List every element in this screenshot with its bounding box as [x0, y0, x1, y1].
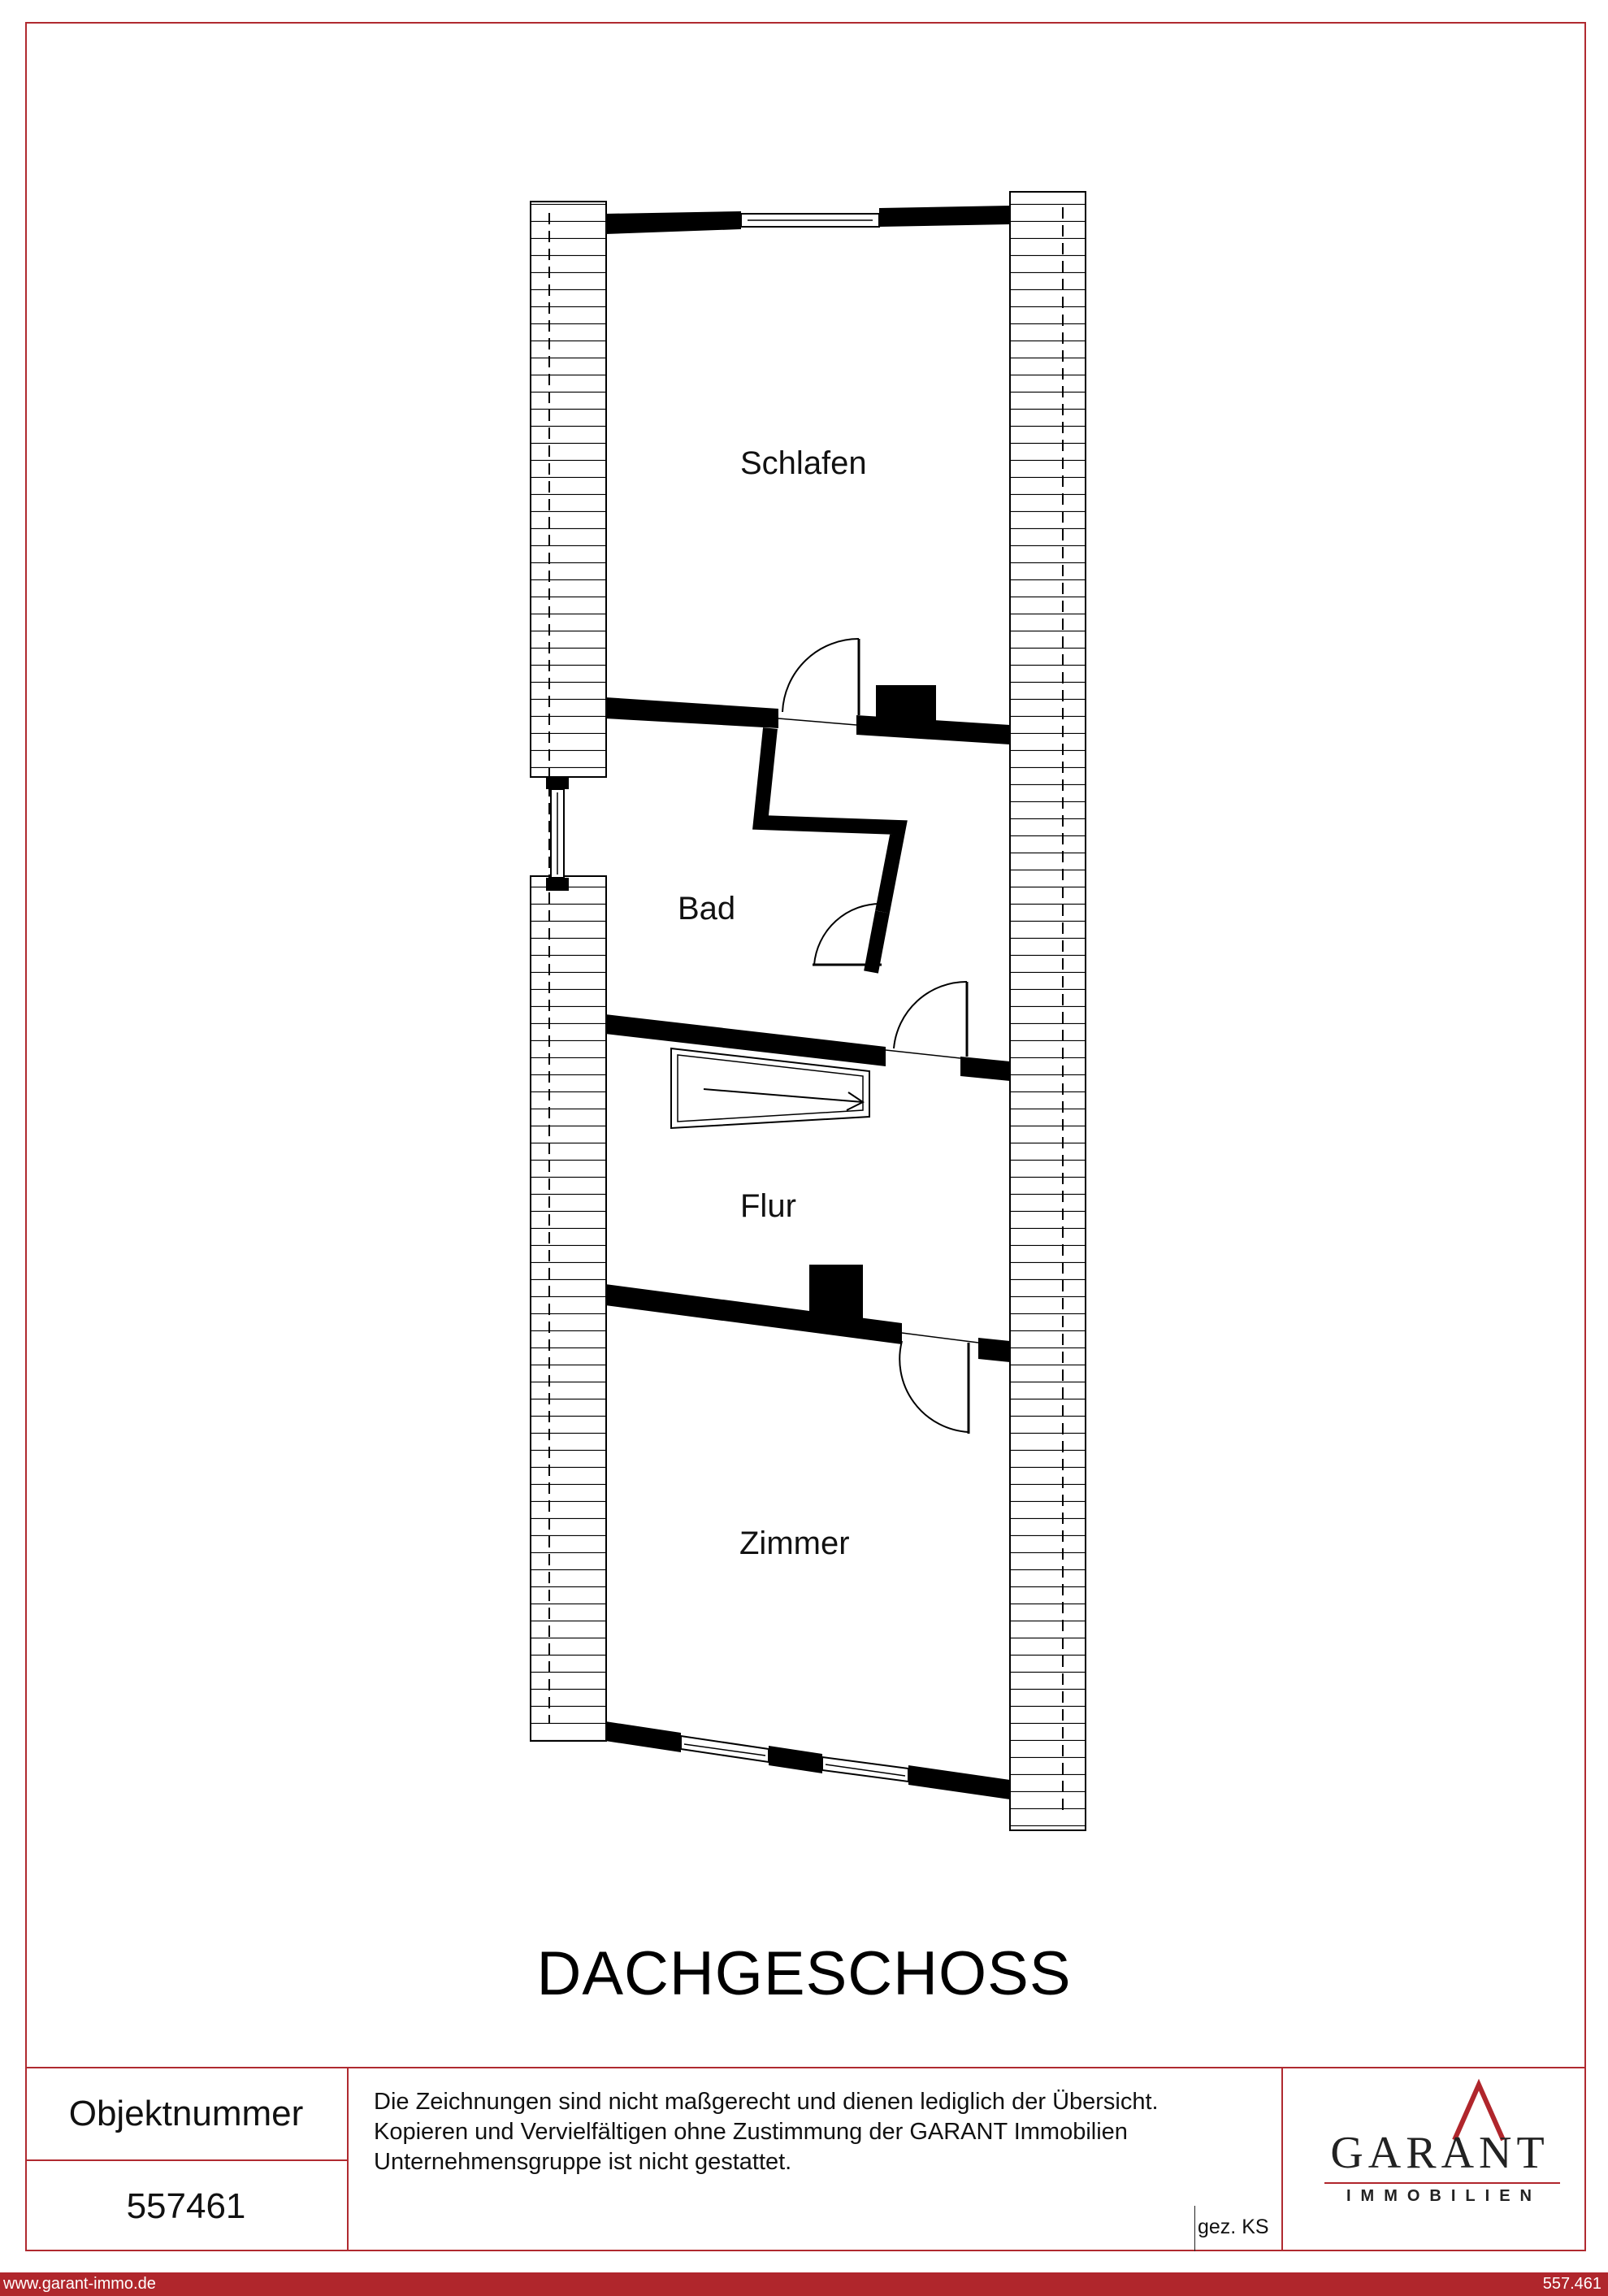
garant-logo	[1300, 2068, 1593, 2251]
room-label-zimmer: Zimmer	[739, 1526, 850, 1561]
door-zimmer	[899, 1341, 969, 1434]
wall-flur-zimmer	[605, 1265, 1010, 1362]
wall-schlafen-bad	[605, 685, 1010, 744]
objektnummer-label: Objektnummer	[68, 2094, 304, 2133]
objektnummer-value: 557461	[126, 2185, 246, 2226]
disclaimer-line: Kopieren und Vervielfältigen ohne Zustimmung der GARANT Immobilien	[374, 2119, 1128, 2145]
footer-bar	[0, 2272, 1608, 2296]
wall-bad	[761, 728, 899, 972]
room-label-flur: Flur	[740, 1188, 796, 1224]
disclaimer	[374, 2087, 1268, 2177]
room-label-bad: Bad	[678, 891, 736, 927]
signature-tick	[1194, 2206, 1195, 2251]
wall-bottom	[605, 1721, 1010, 1799]
logo-rule	[1324, 2182, 1560, 2184]
wall-top	[605, 206, 1010, 234]
footer-ref: 557.461	[1542, 2275, 1601, 2293]
plan-title: DACHGESCHOSS	[536, 1939, 1072, 2008]
disclaimer-line: Unternehmensgruppe ist nicht gestattet.	[374, 2149, 792, 2175]
wall-bad-flur	[605, 1014, 1010, 1081]
room-label-schlafen: Schlafen	[740, 445, 867, 481]
roof-strip-right	[1010, 192, 1086, 1830]
table-divider-2	[1281, 2067, 1283, 2251]
logo-brand: GARANT	[1330, 2128, 1549, 2178]
roof-strip-left	[531, 202, 606, 1741]
disclaimer-line: Die Zeichnungen sind nicht maßgerecht und dienen lediglich der Übersicht.	[374, 2089, 1159, 2115]
door-flur	[894, 982, 967, 1057]
signature-initials: gez. KS	[1198, 2216, 1269, 2238]
logo-sub: IMMOBILIEN	[1346, 2187, 1541, 2205]
door-schlafen	[782, 639, 859, 715]
table-divider-1	[347, 2067, 349, 2251]
footer-url[interactable]: www.garant-immo.de	[3, 2275, 156, 2293]
